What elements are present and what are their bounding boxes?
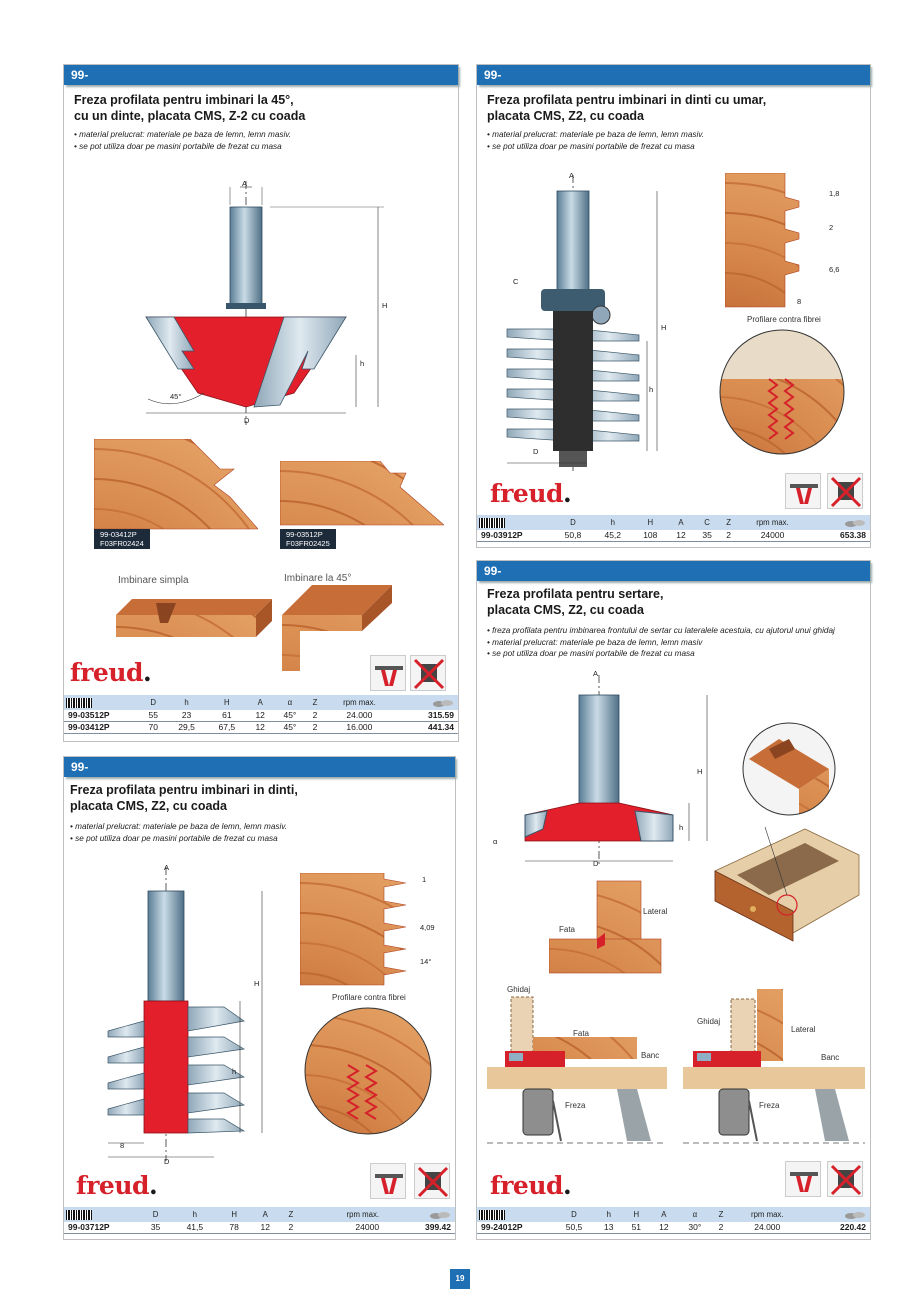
router-table-icon: [785, 473, 821, 509]
product-panel-drawer-joint: [476, 560, 871, 1240]
cell: 12: [250, 1222, 281, 1234]
wood-profile-sample: [94, 439, 258, 531]
spec-table: [477, 515, 870, 542]
label-ghidaj: Ghidaj: [507, 985, 531, 994]
dim-angle: 45°: [170, 392, 182, 401]
cell: 61: [207, 710, 247, 722]
product-title: [74, 93, 305, 124]
col-header: A: [250, 1207, 281, 1222]
drawer-illustration: [709, 823, 863, 953]
col-header: h: [171, 1207, 218, 1222]
panel-header: 99-: [477, 561, 870, 581]
cell: 2: [281, 1222, 301, 1234]
cell: 41,5: [171, 1222, 218, 1234]
logo-text: freud: [490, 1171, 563, 1200]
table-row: [64, 710, 458, 722]
cell: 29,5: [166, 722, 206, 734]
tag-code: 99-03512P: [286, 530, 323, 539]
product-code: 99-03412P: [64, 722, 140, 734]
dim-D: D: [533, 447, 539, 456]
cell: 2: [306, 722, 323, 734]
label-freza: Freza: [565, 1101, 586, 1110]
label-45-joint: Imbinare la 45°: [284, 573, 352, 584]
label-lateral: Lateral: [643, 907, 668, 916]
tag-ref: F03FR02424: [100, 539, 144, 548]
cell: 45°: [273, 710, 306, 722]
dim-H: H: [382, 301, 388, 310]
barcode-icon: [479, 1210, 505, 1220]
title-line: Freza profilata pentru imbinari in dinti cu umar,: [487, 93, 767, 107]
cell: 55: [140, 710, 166, 722]
logo-dot: .: [149, 1171, 158, 1200]
logo-dot: .: [563, 1171, 572, 1200]
label-banc: Banc: [641, 1051, 660, 1060]
cell: 13: [595, 1222, 623, 1234]
bullet-item: • freza profilata pentru imbinarea frontului de sertar cu lateralele acestuia, cu ajutorul unui ghidaj: [487, 626, 835, 635]
dim-d4: 8: [797, 297, 802, 306]
col-header: rpm max.: [301, 1207, 381, 1222]
cutter-diagram: [507, 671, 727, 871]
cell: 2: [712, 1222, 730, 1234]
cell: 30°: [678, 1222, 712, 1234]
product-tag: [94, 529, 150, 549]
no-handheld-router-icon: [410, 655, 446, 691]
col-header: D: [553, 1207, 595, 1222]
title-line: placata CMS, Z2, cu coada: [487, 108, 644, 123]
cell: 24.000: [324, 710, 396, 722]
cell: 67,5: [207, 722, 247, 734]
logo-text: freud: [76, 1171, 149, 1200]
label-fata: Fata: [559, 925, 576, 934]
page-number: 19: [450, 1269, 470, 1289]
title-line: Freza profilata pentru imbinari in dinti,: [70, 783, 298, 797]
label-freza: Freza: [759, 1101, 780, 1110]
dim-d2: 4,09: [420, 923, 435, 932]
logo-dot: .: [143, 658, 152, 687]
product-title: [70, 783, 298, 814]
dim-h: h: [232, 1067, 237, 1076]
cell: 2: [720, 530, 737, 542]
product-code: 99-24012P: [477, 1222, 553, 1234]
dim-A: A: [569, 171, 575, 180]
dim-d2: 2: [829, 223, 834, 232]
bullet-list: [487, 625, 835, 660]
cell: 50,5: [553, 1222, 595, 1234]
price: 220.42: [805, 1222, 870, 1234]
product-title: [487, 93, 766, 124]
cell: 45°: [273, 722, 306, 734]
dim-d1: 1,8: [829, 189, 840, 198]
col-header: rpm max.: [324, 695, 396, 710]
cell: 24000: [301, 1222, 381, 1234]
product-tag: [280, 529, 336, 549]
finger-profile-sample: [725, 173, 819, 309]
col-header: D: [140, 1207, 171, 1222]
bullet-item: • material prelucrat: materiale pe baza de lemn, lemn masiv.: [487, 130, 705, 139]
cell: 12: [668, 530, 694, 542]
cutter-diagram: [497, 171, 697, 477]
col-header: α: [678, 1207, 712, 1222]
col-header: Z: [306, 695, 323, 710]
router-table-icon: [370, 1163, 406, 1199]
price: 441.34: [395, 722, 458, 734]
col-header: D: [140, 695, 166, 710]
col-header: H: [219, 1207, 250, 1222]
dim-A: A: [242, 179, 248, 188]
barcode-icon: [66, 1210, 92, 1220]
bullet-item: • material prelucrat: materiale pe baza de lemn, lemn masiv.: [74, 130, 292, 139]
spec-table: [64, 695, 458, 734]
title-line: Freza profilata pentru sertare,: [487, 587, 664, 601]
dim-d3: 6,6: [829, 265, 840, 274]
cell: 2: [306, 710, 323, 722]
cell: 12: [650, 1222, 678, 1234]
col-header: D: [553, 515, 593, 530]
table-row: [477, 530, 870, 542]
price: 399.42: [381, 1222, 455, 1234]
freud-logo: [76, 1171, 157, 1200]
joint-illustration: [116, 587, 276, 639]
table-row: [64, 1222, 455, 1234]
product-panel-45-joint: [63, 64, 459, 742]
cell: 12: [247, 710, 273, 722]
product-panel-shoulder-finger-joint: [476, 64, 871, 548]
col-header: A: [650, 1207, 678, 1222]
product-title: [487, 587, 663, 618]
label-simple-joint: Imbinare simpla: [118, 575, 189, 586]
finger-profile-sample: [300, 873, 412, 987]
coins-icon: [432, 698, 454, 708]
title-line: placata CMS, Z2, cu coada: [487, 602, 644, 617]
table-row: [477, 1222, 870, 1234]
cell: 45,2: [593, 530, 633, 542]
cell: 50,8: [553, 530, 593, 542]
bullet-item: • se pot utiliza doar pe masini portabile de frezat cu masa: [487, 141, 695, 151]
cell: 108: [633, 530, 668, 542]
product-code: 99-03512P: [64, 710, 140, 722]
panel-header: 99-: [64, 65, 458, 85]
product-code: 99-03712P: [64, 1222, 140, 1234]
router-setup-illustration: [683, 985, 865, 1145]
logo-dot: .: [563, 479, 572, 508]
col-header: H: [207, 695, 247, 710]
col-header: Z: [720, 515, 737, 530]
col-header: h: [595, 1207, 623, 1222]
bullet-list: [487, 129, 704, 152]
col-header: Z: [281, 1207, 301, 1222]
bullet-item: • material prelucrat: materiale pe baza de lemn, lemn masiv: [487, 637, 703, 647]
dim-C: C: [513, 277, 519, 286]
product-code: 99-03912P: [477, 530, 553, 542]
dim-D: D: [593, 859, 599, 868]
dim-D: D: [244, 416, 250, 425]
cell: 35: [140, 1222, 171, 1234]
no-handheld-router-icon: [414, 1163, 450, 1199]
col-header: rpm max.: [737, 515, 808, 530]
logo-text: freud: [490, 479, 563, 508]
cell: 51: [623, 1222, 651, 1234]
price: 315.59: [395, 710, 458, 722]
drawer-joint-detail: [739, 719, 839, 819]
freud-logo: [70, 658, 151, 687]
panel-header: 99-: [64, 757, 455, 777]
panel-header: 99-: [477, 65, 870, 85]
profile-detail-circle: [717, 327, 847, 457]
cell: 24.000: [730, 1222, 805, 1234]
table-row: [64, 722, 458, 734]
bullet-item: • se pot utiliza doar pe masini portabile de frezat cu masa: [70, 833, 278, 843]
label-ghidaj: Ghidaj: [697, 1017, 721, 1026]
logo-text: freud: [70, 658, 143, 687]
coins-icon: [429, 1210, 451, 1220]
bullet-item: • material prelucrat: materiale pe baza de lemn, lemn masiv.: [70, 822, 288, 831]
dim-d1: 1: [422, 875, 427, 884]
col-header: C: [694, 515, 720, 530]
dim-H: H: [661, 323, 667, 332]
spec-table: [64, 1207, 455, 1234]
label-lateral: Lateral: [791, 1025, 816, 1034]
router-table-icon: [785, 1161, 821, 1197]
cell: 24000: [737, 530, 808, 542]
cell: 78: [219, 1222, 250, 1234]
router-table-icon: [370, 655, 406, 691]
label-fata: Fata: [573, 1029, 590, 1038]
col-header: H: [623, 1207, 651, 1222]
spec-table: [477, 1207, 870, 1234]
cell: 35: [694, 530, 720, 542]
cutter-diagram: [104, 861, 324, 1167]
cell: 12: [247, 722, 273, 734]
dim-A: A: [164, 863, 170, 872]
bullet-item: • se pot utiliza doar pe masini portabile de frezat cu masa: [487, 649, 695, 658]
cell: 16.000: [324, 722, 396, 734]
dim-h: h: [360, 359, 365, 368]
profile-label: Profilare contra fibrei: [332, 993, 406, 1002]
title-line: placata CMS, Z2, cu coada: [70, 798, 227, 813]
product-panel-finger-joint: [63, 756, 456, 1240]
freud-logo: [490, 1171, 571, 1200]
wood-profile-sample: [280, 461, 444, 531]
col-header: H: [633, 515, 668, 530]
profile-label: Profilare contra fibrei: [747, 315, 821, 324]
no-handheld-router-icon: [827, 473, 863, 509]
dim-alpha: α: [493, 837, 498, 846]
dim-h: h: [649, 385, 654, 394]
col-header: Z: [712, 1207, 730, 1222]
tag-code: 99-03412P: [100, 530, 137, 539]
col-header: A: [668, 515, 694, 530]
freud-logo: [490, 479, 571, 508]
col-header: h: [593, 515, 633, 530]
coins-icon: [844, 518, 866, 528]
cell: 23: [166, 710, 206, 722]
bullet-list: [70, 821, 287, 844]
dim-A: A: [593, 669, 599, 678]
title-line: cu un dinte, placata CMS, Z-2 cu coada: [74, 108, 306, 123]
tag-ref: F03FR02425: [286, 539, 330, 548]
col-header: A: [247, 695, 273, 710]
label-banc: Banc: [821, 1053, 840, 1062]
profile-detail-circle: [302, 1005, 434, 1137]
price: 653.38: [808, 530, 870, 542]
coins-icon: [844, 1210, 866, 1220]
dim-D: D: [164, 1157, 170, 1166]
dim-d3: 14°: [420, 957, 432, 966]
col-header: h: [166, 695, 206, 710]
barcode-icon: [479, 518, 505, 528]
bullet-list: [74, 129, 291, 152]
dim-d8: 8: [120, 1141, 125, 1150]
barcode-icon: [66, 698, 92, 708]
col-header: rpm max.: [730, 1207, 805, 1222]
dim-H: H: [697, 767, 703, 776]
router-setup-illustration: [487, 981, 667, 1145]
dim-h: h: [679, 823, 684, 832]
bullet-item: • se pot utiliza doar pe masini portabile de frezat cu masa: [74, 141, 282, 151]
no-handheld-router-icon: [827, 1161, 863, 1197]
title-line: Freza profilata pentru imbinari la 45°,: [74, 93, 294, 107]
col-header: α: [273, 695, 306, 710]
dim-H: H: [254, 979, 260, 988]
cell: 70: [140, 722, 166, 734]
